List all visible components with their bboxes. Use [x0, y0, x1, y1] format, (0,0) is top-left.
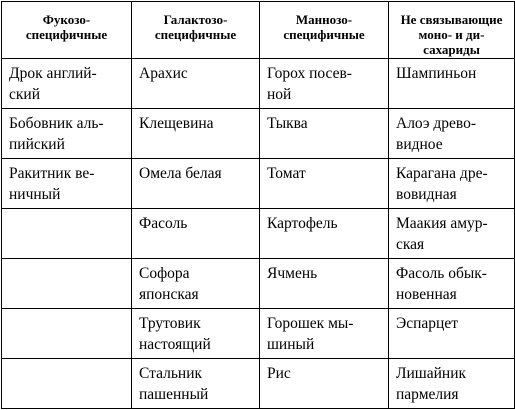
header-non-binding — [389, 2, 515, 59]
header-label: Галактозо- специфичные — [154, 12, 237, 42]
table-row — [2, 59, 515, 109]
table-cell — [260, 359, 389, 409]
table-cell — [389, 159, 515, 209]
table-cell — [260, 59, 389, 109]
table-row — [2, 309, 515, 359]
table-cell — [2, 359, 132, 409]
cell-text: Трутовик настоящий — [139, 315, 211, 353]
table-cell — [260, 259, 389, 309]
cell-text — [2, 309, 131, 313]
cell-text: Эспарцет — [396, 315, 458, 332]
table-cell — [132, 109, 260, 159]
table-cell — [389, 109, 515, 159]
table-cell — [2, 209, 132, 259]
cell-text: Томат — [267, 165, 306, 182]
table-cell — [389, 359, 515, 409]
cell-text: Шампиньон — [396, 65, 477, 82]
cell-text: Фасоль — [139, 215, 188, 232]
table-row — [2, 259, 515, 309]
table-cell — [2, 259, 132, 309]
table-cell — [2, 109, 132, 159]
table-cell — [389, 259, 515, 309]
table-cell — [132, 359, 260, 409]
cell-text: Софора японская — [139, 265, 199, 303]
table-cell — [132, 209, 260, 259]
cell-text — [2, 259, 131, 263]
table-cell — [260, 309, 389, 359]
cell-text: Фасоль обык- новенная — [396, 265, 487, 303]
cell-text: Стальник пашенный — [139, 365, 209, 403]
cell-text — [2, 209, 131, 213]
table-cell — [132, 159, 260, 209]
header-galactose-specific — [132, 2, 260, 59]
table-cell — [2, 159, 132, 209]
cell-text: Лишайник пармелия — [396, 365, 467, 403]
table-cell — [132, 309, 260, 359]
cell-text: Горох посев- ной — [267, 65, 352, 103]
cell-text: Бобовник аль- пийский — [9, 115, 104, 153]
cell-text: Дрок англий- ский — [9, 65, 97, 103]
cell-text: Рис — [267, 365, 291, 382]
table-cell — [2, 309, 132, 359]
table-row — [2, 359, 515, 409]
cell-text — [2, 359, 131, 363]
table-body — [2, 59, 515, 409]
table-row — [2, 209, 515, 259]
header-label: Не связывающие моно- и ди- сахариды — [400, 12, 503, 57]
header-label: Фукозо- специфичные — [25, 12, 108, 42]
cell-text: Ячмень — [267, 265, 318, 282]
table-cell — [132, 259, 260, 309]
cell-text: Маакия амур- ская — [396, 215, 488, 253]
cell-text: Картофель — [267, 215, 338, 232]
cell-text: Омела белая — [139, 165, 222, 182]
lectin-specificity-table — [1, 1, 515, 409]
header-row — [2, 2, 515, 59]
header-mannose-specific — [260, 2, 389, 59]
cell-text: Клещевина — [139, 115, 214, 132]
table-cell — [389, 309, 515, 359]
table-cell — [389, 59, 515, 109]
cell-text: Арахис — [139, 65, 188, 82]
table-cell — [260, 109, 389, 159]
table-cell — [2, 59, 132, 109]
table-row — [2, 159, 515, 209]
cell-text: Тыква — [267, 115, 308, 132]
header-label: Маннозо- специфичные — [283, 12, 365, 42]
cell-text: Горошек мы- шиный — [267, 315, 354, 353]
table-cell — [132, 59, 260, 109]
cell-text: Карагана дре- вовидная — [396, 165, 488, 203]
cell-text: Алоэ древо- видное — [396, 115, 477, 153]
table-header — [2, 2, 515, 59]
table-cell — [389, 209, 515, 259]
table-cell — [260, 159, 389, 209]
table-cell — [260, 209, 389, 259]
header-fucose-specific — [2, 2, 132, 59]
cell-text: Ракитник ве- ничный — [9, 165, 95, 203]
table-row — [2, 109, 515, 159]
